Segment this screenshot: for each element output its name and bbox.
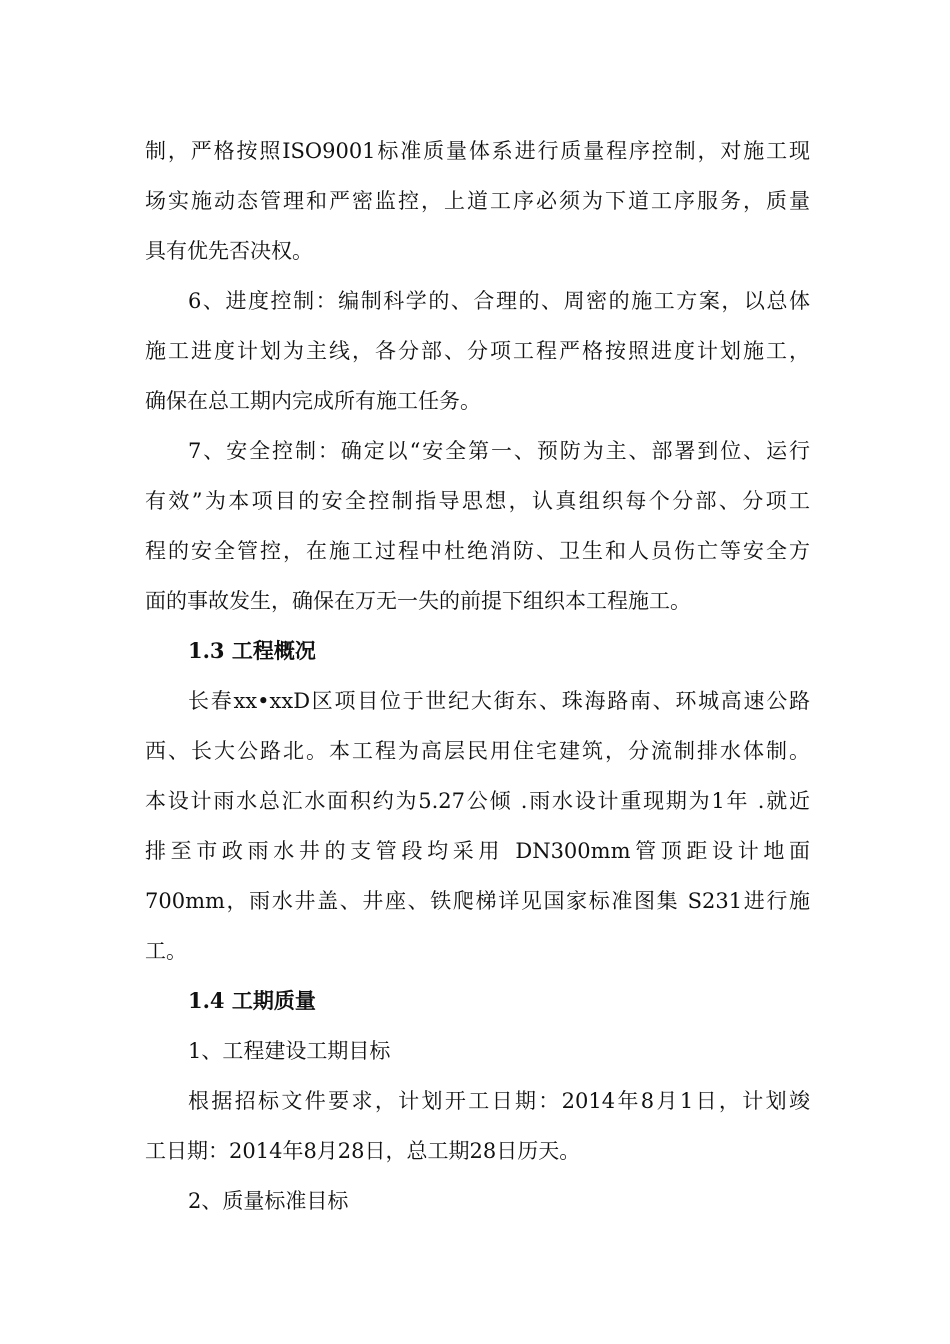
text-line: 具有优先否决权。 [145, 239, 313, 263]
text-line: 本设计雨水总汇水面积约为5.27公倾 .雨水设计重现期为1年 .就近 [145, 789, 810, 813]
paragraph-start-line: 长春xx•xxD区项目位于世纪大街东、珠海路南、环城高速公路 [188, 689, 810, 713]
paragraph-start-line: 根据招标文件要求，计划开工日期：2014年8月1日，计划竣 [188, 1089, 810, 1113]
text-line: 有效”为本项目的安全控制指导思想，认真组织每个分部、分项工 [145, 489, 810, 513]
text-line: 700mm，雨水井盖、井座、铁爬梯详见国家标准图集 S231进行施 [145, 889, 810, 913]
text-line: 场实施动态管理和严密监控，上道工序必须为下道工序服务，质量 [145, 189, 810, 213]
text-line: 程的安全管控，在施工过程中杜绝消防、卫生和人员伤亡等安全方 [145, 539, 810, 563]
text-line: 确保在总工期内完成所有施工任务。 [145, 389, 481, 413]
section-heading: 1.3 工程概况 [188, 638, 316, 663]
section-heading: 1.4 工期质量 [188, 988, 316, 1013]
text-line: 施工进度计划为主线，各分部、分项工程严格按照进度计划施工， [145, 339, 810, 363]
text-line: 面的事故发生，确保在万无一失的前提下组织本工程施工。 [145, 589, 691, 613]
paragraph-start-line: 7、安全控制：确定以“安全第一、预防为主、部署到位、运行 [188, 439, 810, 463]
text-line: 西、长大公路北。本工程为高层民用住宅建筑，分流制排水体制。 [145, 739, 810, 763]
text-line: 制，严格按照ISO9001标准质量体系进行质量程序控制，对施工现 [145, 139, 810, 163]
text-line: 工日期：2014年8月28日，总工期28日历天。 [145, 1139, 581, 1163]
list-item: 2、质量标准目标 [188, 1189, 349, 1213]
paragraph-start-line: 6、进度控制：编制科学的、合理的、周密的施工方案，以总体 [188, 289, 810, 313]
text-line: 排至市政雨水井的支管段均采用 DN300mm管顶距设计地面 [145, 839, 810, 863]
list-item: 1、工程建设工期目标 [188, 1039, 391, 1063]
text-line: 工。 [145, 939, 187, 963]
